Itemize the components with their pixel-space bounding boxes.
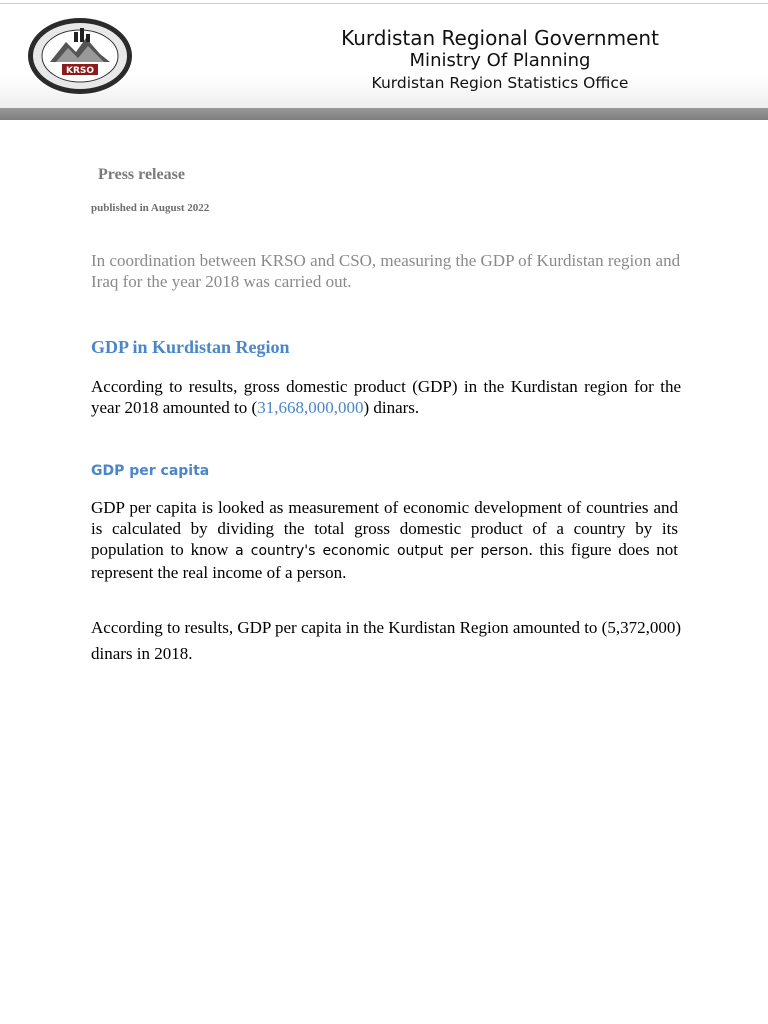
gdp-paragraph [91, 376, 681, 418]
press-release-label: Press release [98, 166, 185, 183]
logo-text: KRSO [65, 66, 95, 76]
office-title: Kurdistan Region Statistics Office [371, 74, 629, 92]
krso-logo [26, 16, 134, 96]
capita-text-2: . this figure does not represent the real income of a person. [91, 540, 678, 582]
letterhead [0, 4, 768, 108]
gdp-text-before: According to results, gross domestic product (GDP) in the Kurdistan region for the year 2018 amounted to ( [91, 377, 681, 417]
gdp-heading: GDP in Kurdistan Region [91, 337, 290, 357]
gdp-text-after: ) dinars. [363, 398, 420, 417]
gdp-per-capita-heading: GDP per capita [91, 463, 210, 479]
gdp-per-capita-paragraph [91, 497, 678, 583]
published-date: published in August 2022 [91, 202, 210, 214]
intro-paragraph: In coordination between KRSO and CSO, measuring the GDP of Kurdistan region and Iraq for the year 2018 was carried out. [91, 251, 681, 291]
ministry-title: Ministry Of Planning [409, 50, 591, 71]
gdp-value: 31,668,000,000 [257, 398, 364, 417]
capita-highlight: a country's economic output per person [235, 543, 529, 559]
header-bar [0, 108, 768, 120]
government-title: Kurdistan Regional Government [341, 26, 659, 50]
gdp-per-capita-result: According to results, GDP per capita in the Kurdistan Region amounted to (5,372,000) dinars in 2018. [91, 618, 682, 663]
capita-text-1: GDP per capita is looked as measurement of economic development of countries and is calculated by dividing the total gross domestic product of a country by its population to know [91, 498, 678, 559]
